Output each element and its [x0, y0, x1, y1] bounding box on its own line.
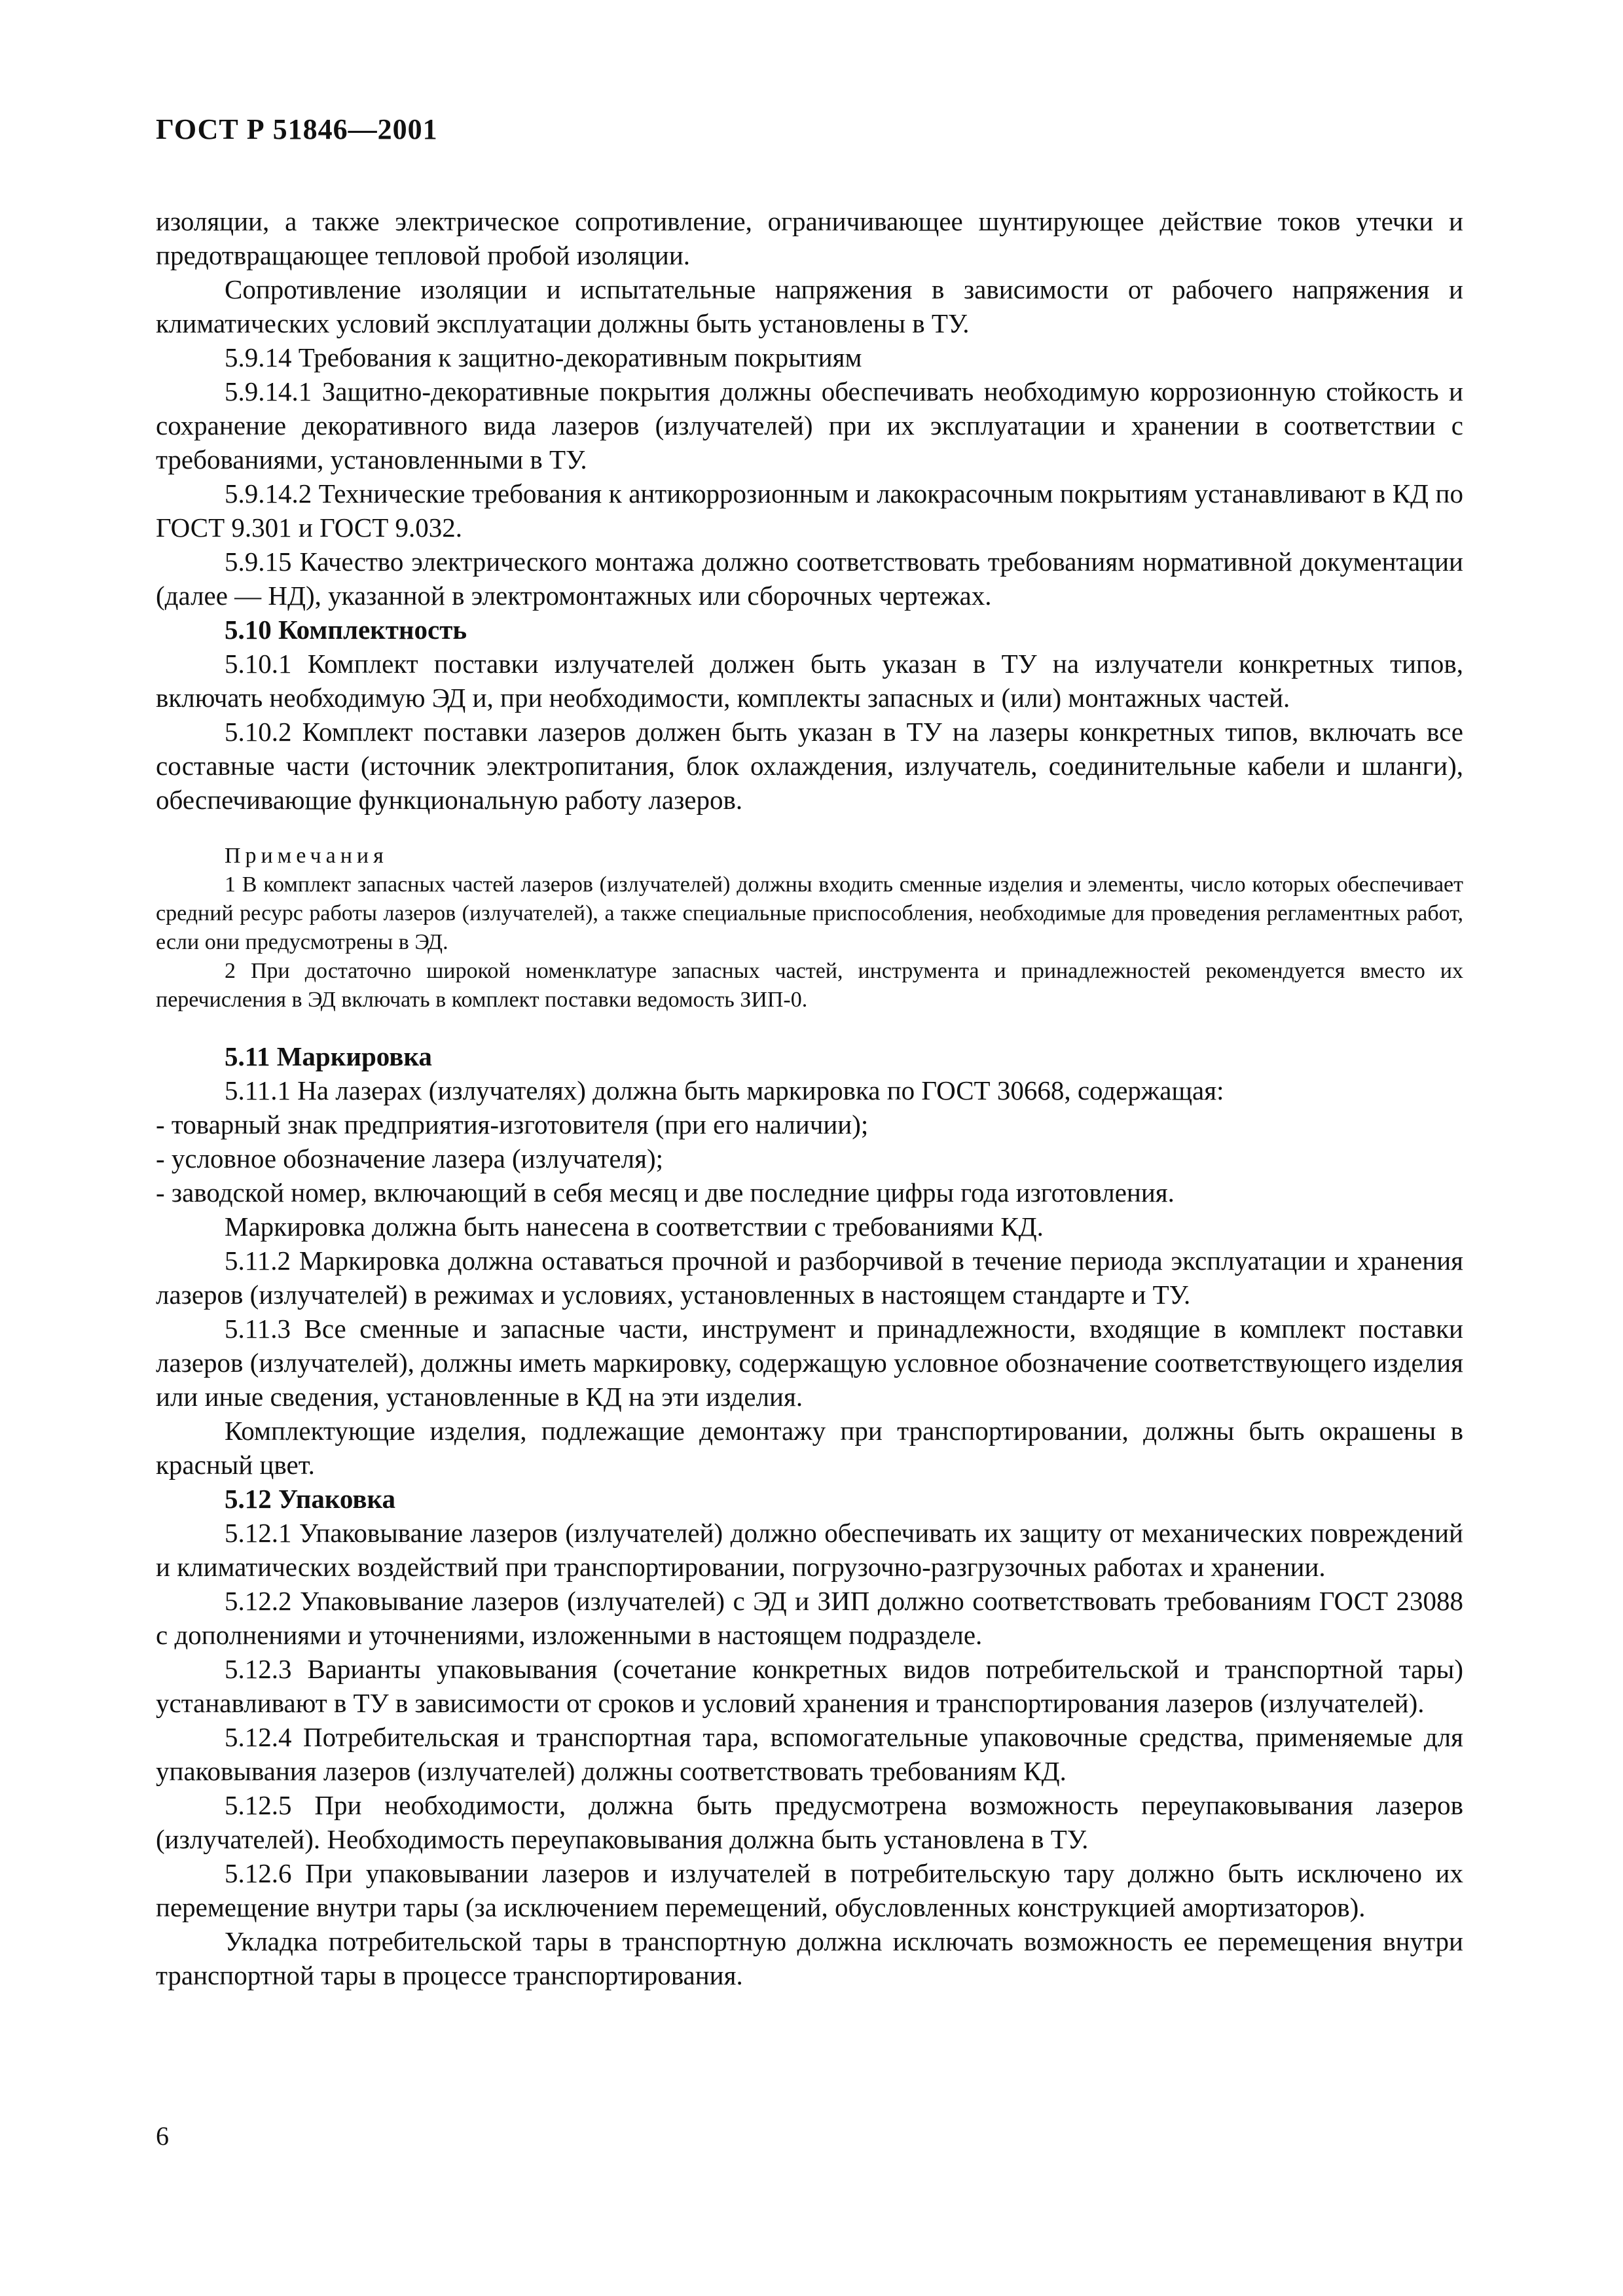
paragraph: 5.11.3 Все сменные и запасные части, инструмент и принадлежности, входящие в комплект поставки лазеров (излучателей), должны иметь маркировку, содержащую условное обозначение соответствующего изделия или иные сведения, установленные в КД на эти изделия. [156, 1314, 1463, 1412]
document-body [156, 204, 1463, 1992]
notes-block [156, 842, 1463, 1014]
paragraph: 5.9.14 Требования к защитно-декоративным покрытиям [225, 342, 862, 372]
paragraph: 5.12.3 Варианты упаковывания (сочетание конкретных видов потребительской и транспортной тары) устанавливают в ТУ в зависимости от сроков и условий хранения и транспортирования лазеров (излучателей). [156, 1654, 1463, 1718]
list-item: - товарный знак предприятия-изготовителя (при его наличии); [156, 1109, 869, 1139]
paragraph: 5.10.2 Комплект поставки лазеров должен быть указан в ТУ на лазеры конкретных типов, включать все составные части (источник электропитания, блок охлаждения, излучатель, соединительные кабели и шланги), обеспечивающие функциональную работу лазеров. [156, 717, 1463, 815]
paragraph: 5.12.5 При необходимости, должна быть предусмотрена возможность переупаковывания лазеров (излучателей). Необходимость переупаковывания должна быть установлена в ТУ. [156, 1790, 1463, 1854]
list-item: - условное обозначение лазера (излучателя); [156, 1143, 663, 1174]
section-heading-5-11: 5.11 Маркировка [225, 1041, 432, 1071]
page-number: 6 [156, 2121, 169, 2151]
page-header: ГОСТ Р 51846—2001 [156, 113, 438, 145]
paragraph: изоляции, а также электрическое сопротивление, ограничивающее шунтирующее действие токов утечки и предотвращающее тепловой пробой изоляции. [156, 206, 1463, 270]
notes-title: Примечания [225, 844, 388, 868]
section-heading-5-12: 5.12 Упаковка [225, 1484, 396, 1514]
paragraph: Комплектующие изделия, подлежащие демонтажу при транспортировании, должны быть окрашены в красный цвет. [156, 1416, 1463, 1480]
paragraph: 5.9.15 Качество электрического монтажа должно соответствовать требованиям нормативной документации (далее — НД), указанной в электромонтажных или сборочных чертежах. [156, 547, 1463, 611]
paragraph: 5.12.1 Упаковывание лазеров (излучателей) должно обеспечивать их защиту от механических повреждений и климатических воздействий при транспортировании, погрузочно-разгрузочных работах и хранении. [156, 1518, 1463, 1582]
paragraph: 5.9.14.1 Защитно-декоративные покрытия должны обеспечивать необходимую коррозионную стойкость и сохранение декоративного вида лазеров (излучателей) при их эксплуатации и хранении в соответствии с требованиями, установленными в ТУ. [156, 376, 1463, 475]
paragraph: 5.12.4 Потребительская и транспортная тара, вспомогательные упаковочные средства, применяемые для упаковывания лазеров (излучателей) должны соответствовать требованиям КД. [156, 1722, 1463, 1786]
paragraph: 5.12.6 При упаковывании лазеров и излучателей в потребительскую тару должно быть исключено их перемещение внутри тары (за исключением перемещений, обусловленных конструкцией амортизаторов). [156, 1858, 1463, 1922]
paragraph: Сопротивление изоляции и испытательные напряжения в зависимости от рабочего напряжения и климатических условий эксплуатации должны быть установлены в ТУ. [156, 274, 1463, 338]
paragraph: 5.10.1 Комплект поставки излучателей должен быть указан в ТУ на излучатели конкретных типов, включать необходимую ЭД и, при необходимости, комплекты запасных и (или) монтажных частей. [156, 649, 1463, 713]
paragraph: Укладка потребительской тары в транспортную должна исключать возможность ее перемещения внутри транспортной тары в процессе транспортирования. [156, 1926, 1463, 1990]
note-item: 2 При достаточно широкой номенклатуре запасных частей, инструмента и принадлежностей рекомендуется вместо их перечисления в ЭД включать в комплект поставки ведомость ЗИП-0. [156, 959, 1463, 1012]
paragraph: 5.11.2 Маркировка должна оставаться прочной и разборчивой в течение периода эксплуатации и хранения лазеров (излучателей) в режимах и условиях, установленных в настоящем стандарте и ТУ. [156, 1246, 1463, 1310]
list-item: - заводской номер, включающий в себя месяц и две последние цифры года изготовления. [156, 1177, 1175, 1208]
paragraph: 5.9.14.2 Технические требования к антикоррозионным и лакокрасочным покрытиям устанавливают в КД по ГОСТ 9.301 и ГОСТ 9.032. [156, 478, 1463, 543]
paragraph: 5.11.1 На лазерах (излучателях) должна быть маркировка по ГОСТ 30668, содержащая: [225, 1075, 1224, 1105]
section-heading-5-10: 5.10 Комплектность [225, 615, 467, 645]
paragraph: 5.12.2 Упаковывание лазеров (излучателей) с ЭД и ЗИП должно соответствовать требованиям ГОСТ 23088 с дополнениями и уточнениями, изложенными в настоящем подразделе. [156, 1586, 1463, 1650]
note-item: 1 В комплект запасных частей лазеров (излучателей) должны входить сменные изделия и элементы, число которых обеспечивает средний ресурс работы лазеров (излучателей), а также специальные приспособления, необходимые для проведения регламентных работ, если они предусмотрены в ЭД. [156, 872, 1463, 954]
paragraph: Маркировка должна быть нанесена в соответствии с требованиями КД. [225, 1211, 1044, 1242]
